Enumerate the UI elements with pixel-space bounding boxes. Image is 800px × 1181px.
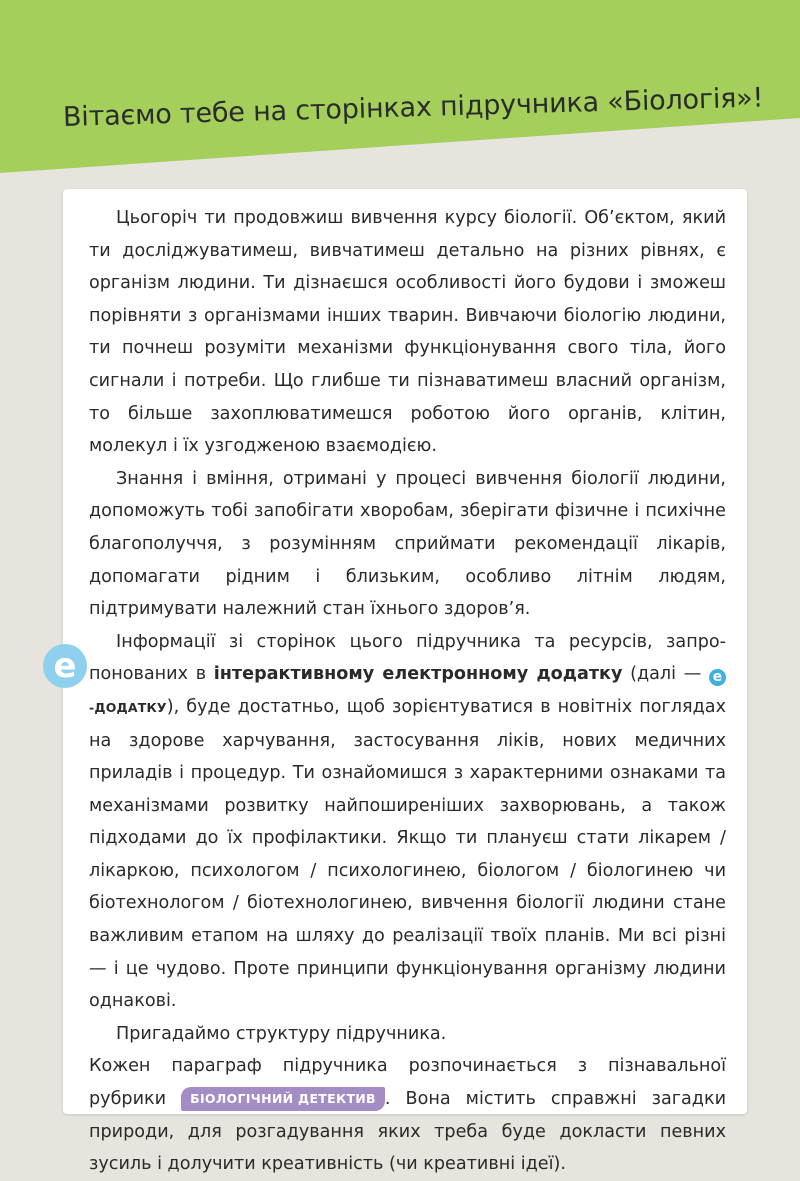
e-badge-icon: е: [709, 669, 726, 686]
paragraph-2: Знання і вміння, отримані у процесі вивчення біології людини, допоможуть тобі запобігати хворобам, зберігати фізичне і психічне благополуччя, з розумінням сприймати рекомендації лікарів, допомагати рідним і близьким, особливо літнім людям, підтримувати належний стан їхнього здоров’я.: [89, 468, 726, 620]
paragraph-4: Пригадаймо структуру підручника.: [116, 1023, 447, 1044]
e-addon-label: -ДОДАТКУ: [89, 699, 167, 715]
paragraph-1: Цьогоріч ти продовжиш вивчення курсу біології. Об’єктом, який ти досліджуватимеш, вивчатимеш детально на різних рівнях, є організм людини. Ти дізнаєшся особливості його будови і зможеш порівняти з організмами інших тварин. Вивчаючи біологію людини, ти почнеш розуміти механізми функціонування свого тіла, його сигнали і потреби. Що глибше ти пізнаватимеш власний організм, то більше захоплюватимешся роботою його органів, клітин, молекул і їх узгодженою взаємодією.: [89, 208, 726, 457]
paragraph-5-text-b: . Вона містить справжні загадки природи, для розгадування яких треба буде докласти певних зусиль і долучити креативність (чи креативні ідеї).: [89, 1089, 727, 1175]
paragraph-3-text-b: (далі —: [622, 664, 709, 685]
paragraph-5: [89, 1050, 726, 1180]
rubric-badge: БІОЛОГІЧНИЙ ДЕТЕКТИВ: [181, 1087, 385, 1111]
intro-text: [89, 202, 726, 1181]
interactive-app-term: інтерактивному електронному додатку: [213, 664, 623, 685]
paragraph-3-text-a: Інформації зі сторінок цього підручника та ресурсів, запропонованих в: [89, 631, 726, 685]
svg-text:e: e: [53, 646, 77, 686]
e-app-icon[interactable]: [42, 643, 88, 689]
paragraph-5-text-a: Кожен параграф підручника розпочинається з пізнавальної рубрики: [89, 1056, 726, 1110]
paragraph-3-text-c: ), буде достатньо, щоб зорієнтуватися в новітніх поглядах на здорове харчування, застосування ліків, нових медичних приладів і процедур. Ти ознайомишся з характерними ознаками та механізмами розвитку найпоширеніших захворювань, а також підходами до їх профілактики. Якщо ти плануєш стати лікарем / лікаркою, психологом / психологинею, біологом / біологинею чи біотехнологом / біотехнологинею, вивчення біології людини стане важливим етапом на шляху до реалізації твоїх планів. Ми всі різні — і це чудово. Проте принципи функціонування організму людини однакові.: [89, 696, 726, 1012]
page-title: Вітаємо тебе на сторінках підручника «Біологія»!: [62, 82, 764, 133]
paragraph-3: [89, 626, 726, 1018]
